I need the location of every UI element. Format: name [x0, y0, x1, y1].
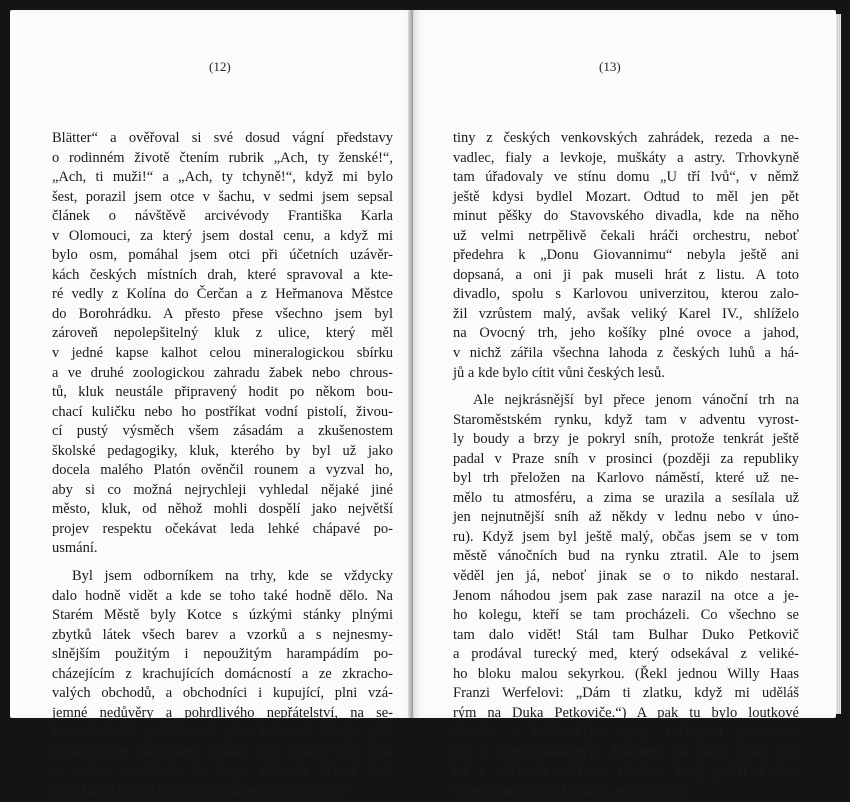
text-line: jen nejnutnější sníh až někdy v lednu nebo v úno- — [453, 509, 799, 526]
text-line: mi a nepostradatelným Faustem, na nějž česky vo- — [453, 743, 799, 760]
text-line: Ale nejkrásnější byl přece jenom vánoční trh na — [473, 392, 799, 409]
text-line: tam úřadovaly ve stínu domu „U tří lvů“, v němž — [453, 169, 799, 186]
text-line: zbytků látek všech barev a vzorků a s nejnesmy- — [52, 626, 393, 643]
page-edges — [836, 14, 841, 714]
text-line: městě vánočních bud na rynku ztratil. Ale to jsem — [453, 548, 799, 565]
text-line: minut pěšky do Stavovského divadla, kde na něho — [453, 208, 799, 225]
text-line: Starém Městě byly Kotce s úzkými stánky plnými — [52, 607, 393, 624]
text-line: na Ovocný trh, jeho košíky plné ovoce a jahod, — [453, 325, 799, 342]
text-line: ještě kdysi bydlel Mozart. Odtud to měl jen pět — [453, 188, 799, 205]
text-line: vu otci Hermannu Kafkovi, strašný hlas: — [453, 783, 689, 800]
text-line: mělo tu atmosféru, a zima se urazila a sesílala už — [453, 489, 799, 506]
text-line: v jedné kapse kalhot celou mineralogickou sbírku — [52, 345, 393, 362]
text-line: žil vzrůstem malý, avšak veliký Karel IV., shlíželo — [453, 305, 799, 322]
text-line: a ve druhé zoologickou zahradu žabek nebo chrous- — [52, 364, 393, 381]
text-line: projev respektu očekávat leda lehké chápavé po- — [52, 520, 393, 537]
text-line: chací kuličku nebo ho postříkat vodní pistolí, živou- — [52, 403, 393, 420]
text-line: věděl jen já, neboť jinak se o to nikdo nestaral. — [453, 568, 799, 585]
body-text — [52, 129, 393, 802]
text-line: se ovšem nenabízelo ke koupi uhlí, ale hlavně kvě- — [52, 763, 393, 780]
text-line: ré vedly z Kolína do Čerčan a z Heřmanova Městce — [52, 286, 393, 303]
text-line: usmání. — [52, 540, 98, 557]
text-line: divadlo s královskými syny, zakletými princezna- — [453, 724, 799, 741]
text-line: valých obchodů, a obchodníci i kupující, plni vzá- — [52, 685, 393, 702]
text-line: ho bloku malou sekyrkou. (Řekl jednou Willy Haas — [453, 665, 799, 682]
text-line: slnějším použitým i nepoužitým harampádím po- — [52, 646, 393, 663]
text-line: zároveň nepolepšitelný kluk z ulice, který měl — [52, 325, 393, 342]
text-line: do Borohrádku. A přesto přese všechno jsem byl — [52, 305, 393, 322]
text-line: Staroměstském rynku, když tam v adventu vyrost- — [453, 411, 799, 428]
text-line: Jenom náhodou jsem pak zase narazil na otce a je- — [453, 587, 799, 604]
text-line: „Ach, ti muži!“ a „Ach, ty tchyně!“, když mi bylo — [52, 169, 393, 186]
text-line: školské pedagogiky, kluk, kterého by byl už jako — [52, 442, 393, 459]
text-line: Franzi Werfelovi: „Dám ti zlatku, když mi uděláš — [453, 685, 799, 702]
text-line: tiny, žádné přepychové, pouze dojemně prosté kvě- — [52, 783, 350, 800]
page-number: (13) — [599, 59, 621, 74]
text-line: aby si co možná nejrychleji vyhledal nějaké jiné — [52, 481, 393, 498]
text-line: Blätter“ a ověřoval si své dosud vágní představy — [52, 130, 393, 146]
text-line: šest, porazil jsem otce v šachu, v sedmi jsem sepsal — [52, 188, 393, 205]
text-line: město, kluk, od něhož mohli dospělí jako největší — [52, 501, 393, 518]
text-line: a prodával turecký med, který odsekával z veliké- — [453, 646, 799, 663]
text-line: v nichž zářila všechna lahoda z českých luhů a há- — [453, 345, 799, 362]
text-line: o rodinném životě čtením rubrik „Ach, ty ženské!“, — [52, 149, 393, 166]
text-line: vadlec, fialy a levkoje, muškáty a astry. Trhovkyně — [453, 149, 799, 166]
text-line: rozhodujícím soubojem. Poblíž byl Uhelný trh, kde — [52, 743, 393, 760]
text-line: tam dalo vidět! Stál tam Bulhar Duko Petkovič — [453, 626, 799, 643]
text-line: jemné nedůvěry a pohrdlivého nepřátelství, na se- — [52, 704, 393, 721]
text-line: předehra k „Donu Giovannimu“ nebyla ještě ani — [453, 247, 799, 264]
text-line: rým na Duka Petkoviče.“) A pak tu bylo loutkové — [453, 704, 799, 721]
body-text — [453, 129, 799, 802]
text-line: divadlo, spolu s Karlovou univerzitou, kterou zalo- — [453, 286, 799, 303]
text-line: tiny z českých venkovských zahrádek, rezeda a ne- — [453, 130, 799, 146]
text-line: cí pustý výsměch všem zásadám a zkušenostem — [52, 423, 393, 440]
text-line: padal v Praze sníh v prosinci (později za republiky — [453, 450, 799, 467]
text-line: už velmi netrpělivě čekali hráči orchestru, neboť — [453, 227, 799, 244]
text-line: ho kolegu, kteří se tam procházeli. Co všechno se — [453, 607, 799, 624]
text-line: kách českých místních drah, které spravoval a kte- — [52, 266, 393, 283]
right-page — [413, 10, 836, 800]
text-line: dalo hodně vidět a kde se toho také hodně dělo. Na — [52, 587, 393, 604]
text-line: ly boudy a brzy je pokryl sníh, protože tenkrát ještě — [453, 431, 799, 448]
text-line: lal z obchodu střižním zbožím, který patřil Kafko- — [453, 763, 799, 780]
text-line: cházejícím z krachujících domácností a ze zkracho- — [52, 665, 393, 682]
text-line: tů, kluk neustále připravený hodit po někom bou- — [52, 384, 393, 401]
page-number: (12) — [209, 59, 231, 74]
text-line: v Olomouci, za který jsem dostal cenu, a když mi — [52, 227, 393, 244]
text-line: článek o návštěvě arcivévody Františka Karla — [52, 208, 393, 225]
text-line: docela malého Platón ověnčil rounem a vyzval ho, — [52, 462, 393, 479]
text-line: dopsaná, a oni ji pak museli hrát z listu. A toto — [453, 266, 799, 283]
text-line: jů a kde bylo cítit vůni českých lesů. — [453, 364, 665, 381]
text-line: bylo osm, pomáhal jsem otci při účetních uzávěr- — [52, 247, 393, 264]
text-line: Byl jsem odborníkem na trhy, kde se vždycky — [72, 568, 393, 585]
text-line: ru). Když jsem byl ještě malý, občas jsem se v tom — [453, 528, 799, 545]
left-page — [10, 10, 415, 800]
text-line: byl trh přeložen na Karlovo náměstí, které už ne- — [453, 470, 799, 487]
text-line: be velkohubě pokřikovali jako hrdinové Iliady před — [52, 724, 393, 741]
